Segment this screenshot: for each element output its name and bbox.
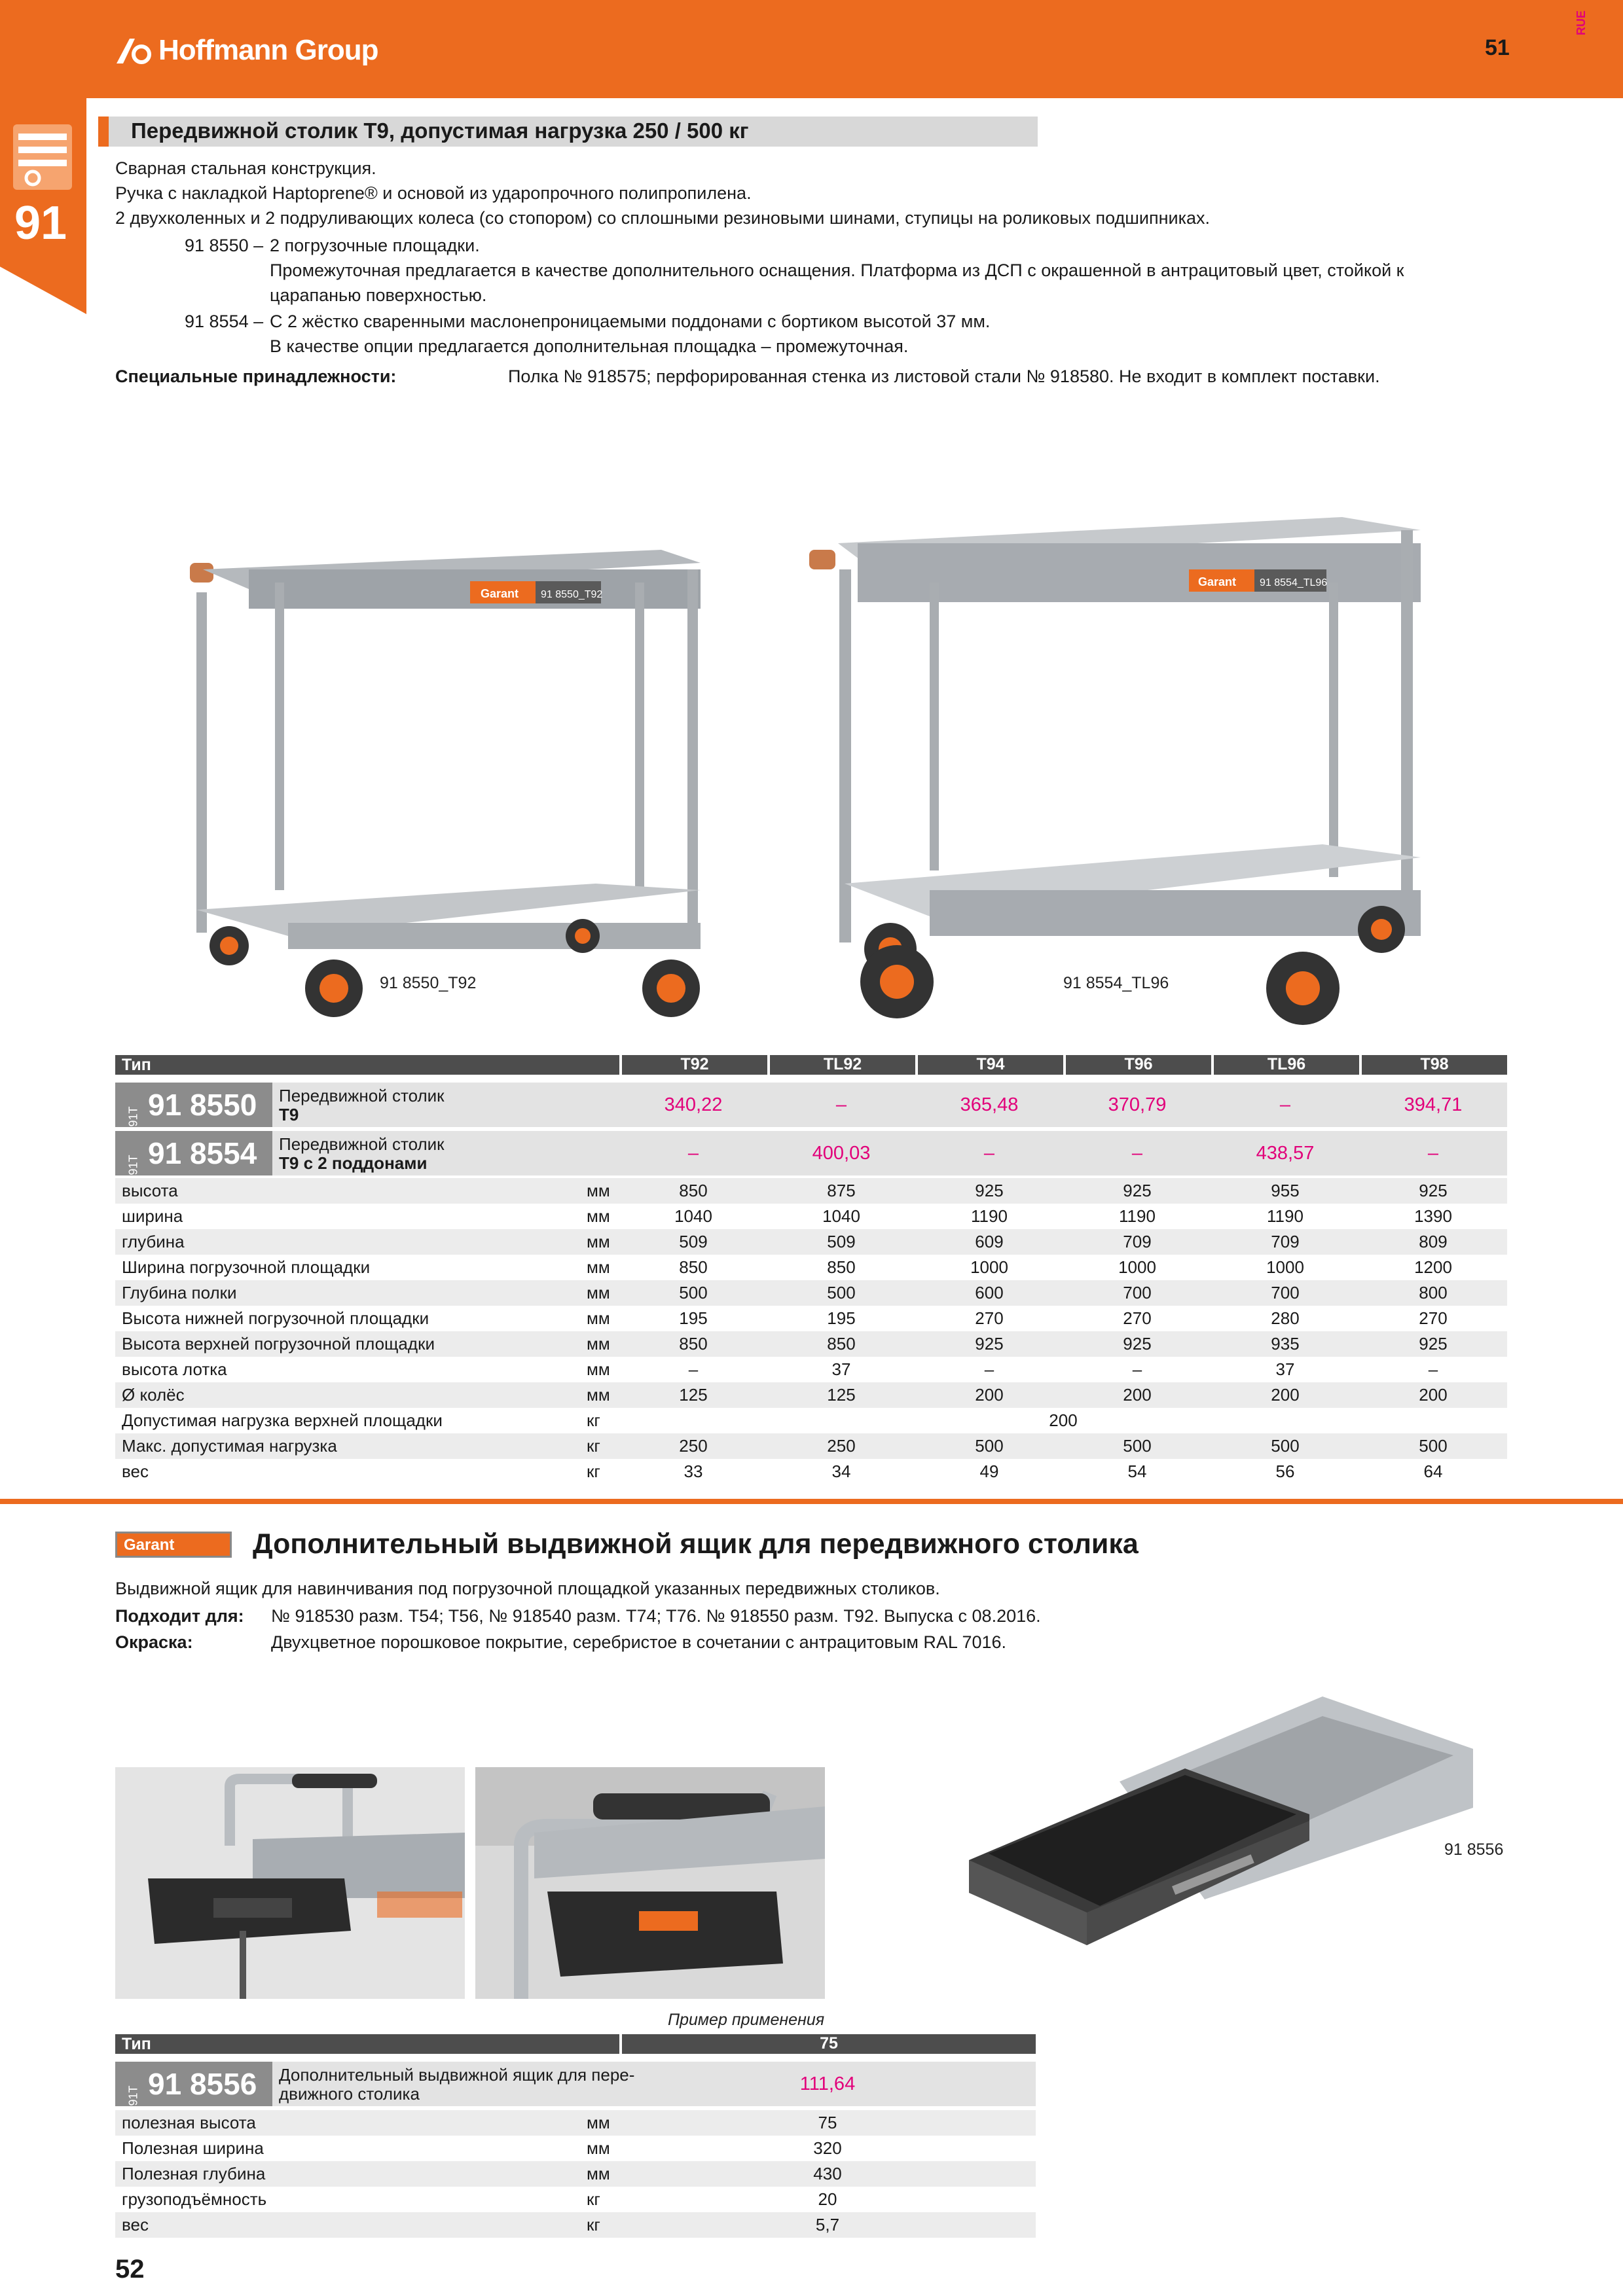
column-header: T96 — [1063, 1055, 1211, 1075]
product-description — [279, 2066, 634, 2104]
table-row — [115, 1280, 1507, 1306]
product-desc-line: движного столика — [279, 2084, 420, 2104]
table-row — [115, 2110, 1036, 2136]
cell-value: 200 — [1123, 1385, 1152, 1405]
cell-value: 500 — [1419, 1436, 1448, 1456]
table-row — [115, 1459, 1507, 1484]
table-row — [115, 1357, 1507, 1382]
cell-value: 955 — [1271, 1181, 1300, 1200]
cell-value: 1390 — [1414, 1206, 1452, 1226]
product-desc-line: T9 с 2 поддонами — [279, 1153, 428, 1173]
product-desc-line: Передвижной столик — [279, 1134, 445, 1154]
product-number — [115, 1083, 272, 1127]
paint-text: Двухцветное порошковое покрытие, серебристое в сочетании с антрацитовым RAL 7016. — [271, 1632, 1007, 1652]
cell-value: 33 — [684, 1462, 703, 1481]
cell-value: 270 — [975, 1308, 1004, 1328]
variant-number: 91 8554 – — [185, 312, 264, 331]
section-title: Передвижной столик T9, допустимая нагрузка 250 / 500 кг — [98, 117, 1038, 147]
product-desc-line: T9 — [279, 1105, 299, 1124]
garant-badge — [115, 1532, 232, 1558]
garant-badge-text: Garant — [124, 1536, 175, 1554]
row-unit: кг — [587, 1410, 600, 1430]
table-row — [115, 1255, 1507, 1280]
price: 365,48 — [960, 1094, 1019, 1115]
variant-text: С 2 жёстко сваренными маслонепроницаемыми поддонами с бортиком высотой 37 мм. — [270, 312, 991, 331]
price: 340,22 — [664, 1094, 723, 1115]
accessories-text: Полка № 918575; перфорированная стенка из листовой стали № 918580. Не входит в комплект поставки. — [508, 367, 1380, 386]
variant-text: Промежуточная предлагается в качестве дополнительного оснащения. Платформа из ДСП с окрашенной в антрацитовый цвет, стойкой к — [270, 260, 1404, 280]
cell-value: 125 — [827, 1385, 856, 1405]
usage-photo-2 — [475, 1767, 825, 1999]
table-row — [115, 2212, 1036, 2238]
row-unit: мм — [587, 1334, 610, 1354]
product-desc-line: Передвижной столик — [279, 1086, 445, 1105]
cell-value: – — [1428, 1359, 1438, 1379]
price: – — [1279, 1094, 1291, 1115]
cell-value: 200 — [1271, 1385, 1300, 1405]
intro-line-2: Ручка с накладкой Haptoprene® и основой из ударопрочного полипропилена. — [115, 183, 752, 203]
cell-value: 37 — [831, 1359, 851, 1379]
price: – — [983, 1143, 995, 1164]
cell-value: 1190 — [1267, 1206, 1304, 1226]
variant-text: В качестве опции предлагается дополнительная площадка – промежуточная. — [270, 336, 909, 356]
cell-value: – — [688, 1359, 699, 1379]
column-header: TL96 — [1211, 1055, 1359, 1075]
usage-caption: Пример применения — [668, 2011, 825, 2029]
product-prefix: 91T — [126, 1106, 140, 1127]
row-unit: кг — [587, 1462, 600, 1481]
brand-logo — [115, 34, 378, 67]
row-unit: кг — [587, 1436, 600, 1456]
row-label: Допустимая нагрузка верхней площадки — [122, 1410, 443, 1430]
price: 400,03 — [812, 1143, 871, 1164]
cell-value: 925 — [975, 1181, 1004, 1200]
table-row — [115, 2136, 1036, 2161]
table-header — [115, 1055, 1507, 1075]
row-label: вес — [122, 1462, 149, 1481]
cell-value: 600 — [975, 1283, 1004, 1302]
cell-value: 56 — [1275, 1462, 1295, 1481]
price: – — [1427, 1143, 1439, 1164]
cell-value: 809 — [1419, 1232, 1448, 1251]
table-row — [115, 1178, 1507, 1204]
row-unit: мм — [587, 1181, 610, 1200]
trolley-label: 91 8554_TL96 — [1260, 577, 1328, 588]
cell-value: 935 — [1271, 1334, 1300, 1354]
accessories-label: Специальные принадлежности: — [115, 367, 397, 386]
cell-value: 925 — [1123, 1334, 1152, 1354]
image-caption: 91 8556 — [1444, 1840, 1504, 1859]
column-header: T98 — [1359, 1055, 1507, 1075]
row-unit: мм — [587, 2164, 610, 2183]
variant-text: царапанью поверхностью. — [270, 285, 487, 305]
cell-value: 500 — [827, 1283, 856, 1302]
cell-value: 200 — [1049, 1410, 1078, 1430]
variant-text: 2 погрузочные площадки. — [270, 236, 480, 255]
cell-value: 64 — [1423, 1462, 1443, 1481]
cell-value: 500 — [1271, 1436, 1300, 1456]
product-prefix: 91T — [126, 1155, 140, 1175]
cell-value: 54 — [1127, 1462, 1147, 1481]
product-row — [115, 2062, 1036, 2106]
cell-value: 195 — [827, 1308, 856, 1328]
row-label: полезная высота — [122, 2113, 256, 2132]
cell-value: 850 — [679, 1257, 708, 1277]
row-unit: кг — [587, 2215, 600, 2234]
language-code: RUE — [1575, 10, 1588, 35]
section-divider — [0, 1499, 1623, 1504]
row-unit: мм — [587, 1257, 610, 1277]
price: – — [1131, 1143, 1143, 1164]
column-header: TL92 — [767, 1055, 915, 1075]
cell-value: – — [984, 1359, 994, 1379]
drawer-image — [956, 1644, 1480, 1998]
cell-value: 850 — [827, 1257, 856, 1277]
row-label: Высота нижней погрузочной площадки — [122, 1308, 429, 1328]
row-unit: мм — [587, 1308, 610, 1328]
product-number — [115, 2062, 272, 2106]
row-label: Полезная глубина — [122, 2164, 266, 2183]
row-unit: мм — [587, 1206, 610, 1226]
row-label: Ширина погрузочной площадки — [122, 1257, 371, 1277]
cell-value: 709 — [1271, 1232, 1300, 1251]
column-header: T92 — [619, 1055, 767, 1075]
section-intro: Выдвижной ящик для навинчивания под погрузочной площадкой указанных передвижных столиков. — [115, 1579, 940, 1598]
table-header — [115, 2034, 1036, 2054]
cell-value: 850 — [679, 1334, 708, 1354]
trolley-icon — [13, 124, 72, 190]
product-row — [115, 1131, 1507, 1175]
fits-text: № 918530 разм. T54; T56, № 918540 разм. T74; T76. № 918550 разм. T92. Выпуска с 08.2016. — [271, 1606, 1041, 1626]
cell-value: 850 — [679, 1181, 708, 1200]
fits-label: Подходит для: — [115, 1606, 244, 1626]
row-label: глубина — [122, 1232, 185, 1251]
cell-value: 709 — [1123, 1232, 1152, 1251]
cell-value: 34 — [831, 1462, 851, 1481]
table-row — [115, 1306, 1507, 1331]
row-label: Глубина полки — [122, 1283, 237, 1302]
product-number — [115, 1131, 272, 1175]
row-unit: мм — [587, 1232, 610, 1251]
row-unit: мм — [587, 2138, 610, 2158]
cell-value: 430 — [813, 2164, 842, 2183]
product-prefix: 91T — [126, 2085, 140, 2106]
trolley-image-t92 — [177, 543, 720, 1021]
row-label: грузоподъёмность — [122, 2189, 267, 2209]
row-unit: мм — [587, 1283, 610, 1302]
image-caption: 91 8554_TL96 — [1063, 974, 1169, 992]
table-row — [115, 1382, 1507, 1408]
table-row — [115, 2161, 1036, 2187]
table-row — [115, 1408, 1507, 1433]
product-number-text: 91 8554 — [148, 1136, 257, 1170]
cell-value: 49 — [979, 1462, 999, 1481]
type-label: Тип — [122, 2035, 151, 2053]
row-label: вес — [122, 2215, 149, 2234]
cell-value: 1200 — [1414, 1257, 1452, 1277]
intro-line-3: 2 двухколенных и 2 подруливающих колеса (со стопором) со сплошными резиновыми шинами, ступицы на роликовых подшипниках. — [115, 208, 1211, 228]
price: 394,71 — [1404, 1094, 1463, 1115]
trolley-label: 91 8550_T92 — [541, 589, 603, 600]
page-number-bottom: 52 — [115, 2255, 145, 2284]
cell-value: 925 — [1419, 1181, 1448, 1200]
cell-value: 1040 — [822, 1206, 860, 1226]
cell-value: 509 — [827, 1232, 856, 1251]
table-row — [115, 1433, 1507, 1459]
cell-value: 1000 — [1266, 1257, 1304, 1277]
row-label: Ø колёс — [122, 1385, 185, 1405]
row-label: высота лотка — [122, 1359, 227, 1379]
price: 438,57 — [1256, 1143, 1315, 1164]
table-row — [115, 1229, 1507, 1255]
image-caption: 91 8550_T92 — [380, 974, 477, 992]
product-description — [279, 1086, 445, 1124]
row-label: Полезная ширина — [122, 2138, 264, 2158]
cell-value: 125 — [679, 1385, 708, 1405]
cell-value: 200 — [1419, 1385, 1448, 1405]
cell-value: 1190 — [1119, 1206, 1156, 1226]
cell-value: 1000 — [1118, 1257, 1156, 1277]
cell-value: 1000 — [970, 1257, 1008, 1277]
cell-value: 500 — [1123, 1436, 1152, 1456]
product-description — [279, 1135, 445, 1173]
cell-value: 75 — [818, 2113, 837, 2132]
cell-value: 200 — [975, 1385, 1004, 1405]
hoffmann-logo-icon — [115, 36, 153, 65]
table-row — [115, 1204, 1507, 1229]
trolley-image-tl96 — [805, 517, 1421, 1028]
cell-value: 700 — [1123, 1283, 1152, 1302]
cell-value: 1040 — [674, 1206, 712, 1226]
product-number-text: 91 8550 — [148, 1088, 257, 1122]
row-unit: мм — [587, 1385, 610, 1405]
cell-value: 37 — [1275, 1359, 1295, 1379]
product-number-text: 91 8556 — [148, 2067, 257, 2101]
cell-value: 800 — [1419, 1283, 1448, 1302]
cell-value: 280 — [1271, 1308, 1300, 1328]
section-title: Дополнительный выдвижной ящик для передвижного столика — [253, 1528, 1139, 1560]
chapter-number: 91 — [14, 197, 67, 249]
paint-label: Окраска: — [115, 1632, 193, 1652]
garant-label: Garant — [481, 587, 519, 600]
row-unit: кг — [587, 2189, 600, 2209]
column-header: 75 — [619, 2034, 1036, 2054]
price: 370,79 — [1108, 1094, 1167, 1115]
row-label: ширина — [122, 1206, 183, 1226]
garant-label: Garant — [1198, 575, 1237, 588]
cell-value: 1190 — [971, 1206, 1008, 1226]
row-unit: мм — [587, 2113, 610, 2132]
cell-value: 250 — [827, 1436, 856, 1456]
row-label: высота — [122, 1181, 178, 1200]
brand-name: Hoffmann Group — [158, 34, 378, 66]
price: 111,64 — [799, 2073, 856, 2094]
cell-value: 270 — [1123, 1308, 1152, 1328]
intro-line-1: Сварная стальная конструкция. — [115, 158, 376, 178]
page-number-top: 51 — [1485, 35, 1510, 60]
cell-value: 700 — [1271, 1283, 1300, 1302]
cell-value: 925 — [1419, 1334, 1448, 1354]
row-label: Высота верхней погрузочной площадки — [122, 1334, 435, 1354]
cell-value: 509 — [679, 1232, 708, 1251]
cell-value: 850 — [827, 1334, 856, 1354]
row-label: Макс. допустимая нагрузка — [122, 1436, 337, 1456]
cell-value: 609 — [975, 1232, 1004, 1251]
price: – — [835, 1094, 847, 1115]
cell-value: 500 — [975, 1436, 1004, 1456]
row-unit: мм — [587, 1359, 610, 1379]
cell-value: 320 — [813, 2138, 842, 2158]
table-row — [115, 2187, 1036, 2212]
price: – — [687, 1143, 699, 1164]
product-row — [115, 1083, 1507, 1127]
cell-value: 925 — [1123, 1181, 1152, 1200]
cell-value: – — [1132, 1359, 1142, 1379]
column-header: T94 — [915, 1055, 1063, 1075]
table-row — [115, 1331, 1507, 1357]
product-desc-line: Дополнительный выдвижной ящик для пере- — [279, 2065, 635, 2085]
cell-value: 5,7 — [815, 2215, 840, 2234]
cell-value: 500 — [679, 1283, 708, 1302]
variant-number: 91 8550 – — [185, 236, 264, 255]
cell-value: 925 — [975, 1334, 1004, 1354]
cell-value: 270 — [1419, 1308, 1448, 1328]
cell-value: 195 — [679, 1308, 708, 1328]
cell-value: 250 — [679, 1436, 708, 1456]
type-label: Тип — [122, 1056, 151, 1074]
cell-value: 875 — [827, 1181, 856, 1200]
cell-value: 20 — [818, 2189, 837, 2209]
usage-photo-1 — [115, 1767, 465, 1999]
